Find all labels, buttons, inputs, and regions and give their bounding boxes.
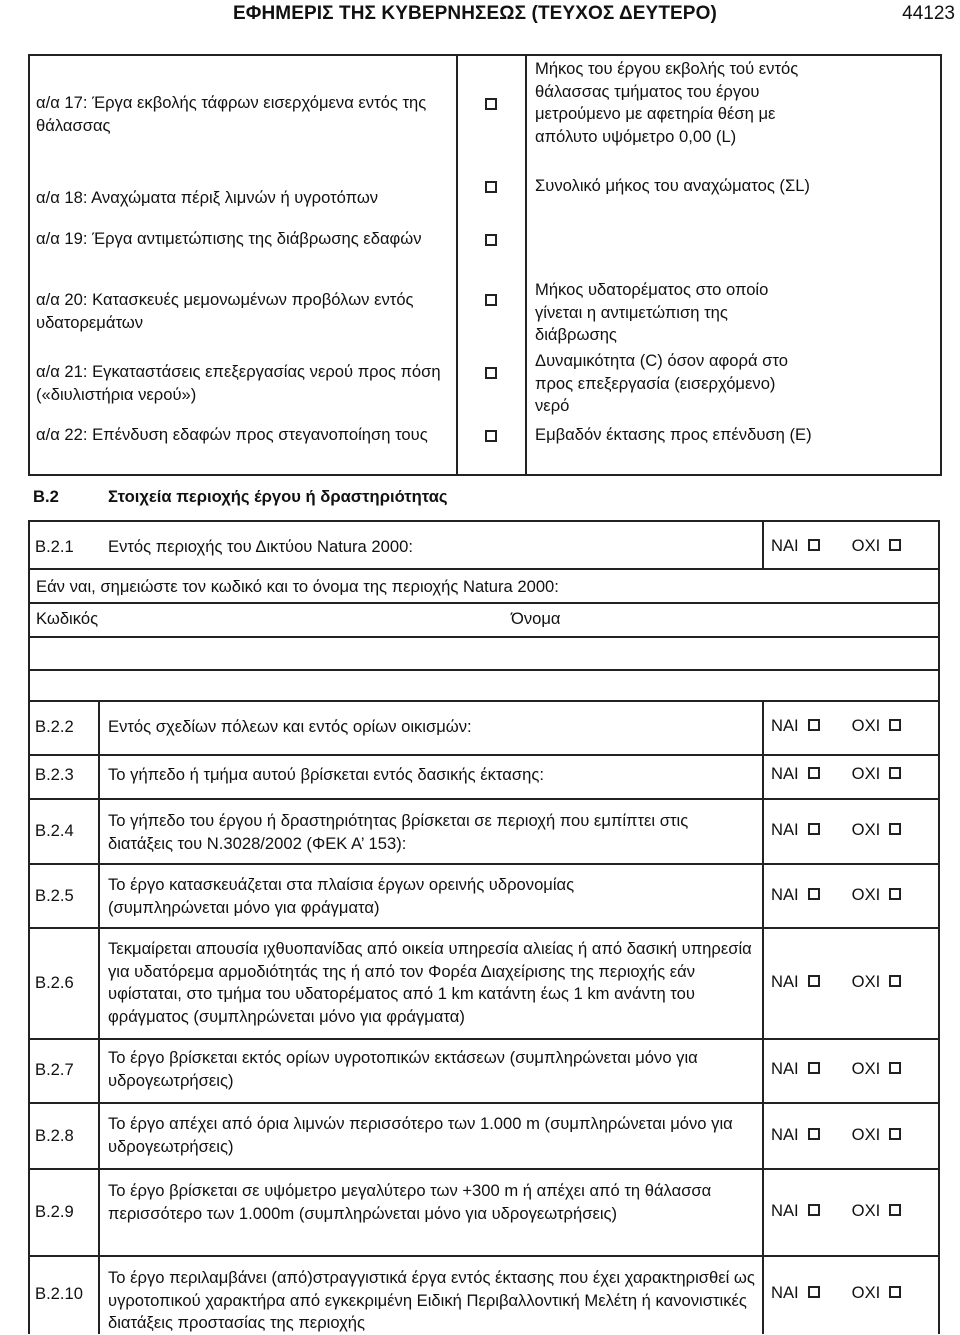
yes-label: ΝΑΙ: [771, 1059, 799, 1078]
no-label: ΟΧΙ: [851, 536, 881, 555]
no-label: ΟΧΙ: [851, 1125, 881, 1144]
page-number: 44123: [902, 3, 955, 24]
b25-yes-checkbox[interactable]: [808, 888, 820, 900]
no-label: ΟΧΙ: [851, 1201, 881, 1220]
no-label: ΟΧΙ: [851, 885, 881, 904]
question-b23-code: Β.2.3: [35, 765, 74, 784]
b26-no-checkbox[interactable]: [889, 975, 901, 987]
activity-18-label: α/α 18: Αναχώματα πέριξ λιμνών ή υγροτόπων: [36, 188, 379, 207]
activity-20-label: α/α 20: Κατασκευές μεμονωμένων προβόλων εντός υδατορεμάτων: [36, 290, 414, 332]
natura-question: Εντός περιοχής του Δικτύου Natura 2000:: [108, 537, 413, 556]
question-b28-yes-no: [771, 1125, 901, 1145]
question-b28-text: Το έργο απέχει από όρια λιμνών περισσότερο των 1.000 m (συμπληρώνεται μόνο για υδρογεωτρήσεις): [108, 1114, 733, 1156]
question-b24-text: Το γήπεδο του έργου ή δραστηριότητας βρίσκεται σε περιοχή που εμπίπτει στις διατάξεις του Ν.3028/2002 (ΦΕΚ Α’ 153):: [108, 811, 689, 853]
question-b28-code: Β.2.8: [35, 1126, 74, 1145]
activity-19-label: α/α 19: Έργα αντιμετώπισης της διάβρωσης εδαφών: [36, 229, 422, 248]
activity-20-criterion: Μήκος υδατορέματος στο οποίο γίνεται η αντιμετώπιση της διάβρωσης: [535, 280, 769, 344]
page-header: [0, 0, 960, 30]
yes-label: ΝΑΙ: [771, 1201, 799, 1220]
activity-17-checkbox[interactable]: [485, 98, 497, 110]
question-b26-text: Τεκμαίρεται απουσία ιχθυοπανίδας από οικεία υπηρεσία αλιείας ή από δασική υπηρεσία για υδατόρεμα αρμοδιότητάς της ή από τον Φορέα Διαχείρισης της περιοχής εάν υφίσταται, στο τμήμα του υδατορέματος από 1 km κατάντη έως 1 km ανάντη του φράγματος (συμπληρώνεται μόνο για φράγματα): [108, 939, 752, 1026]
b28-yes-checkbox[interactable]: [808, 1128, 820, 1140]
no-label: ΟΧΙ: [851, 764, 881, 783]
question-b210-yes-no: [771, 1283, 901, 1303]
no-label: ΟΧΙ: [851, 1283, 881, 1302]
no-label: ΟΧΙ: [851, 716, 881, 735]
question-b27-text: Το έργο βρίσκεται εκτός ορίων υγροτοπικών εκτάσεων (συμπληρώνεται μόνο για υδρογεωτρήσεις): [108, 1048, 698, 1090]
no-label: ΟΧΙ: [851, 972, 881, 991]
b29-no-checkbox[interactable]: [889, 1204, 901, 1216]
b25-no-checkbox[interactable]: [889, 888, 901, 900]
yes-label: ΝΑΙ: [771, 1283, 799, 1302]
question-b25-yes-no: [771, 885, 901, 905]
b27-yes-checkbox[interactable]: [808, 1062, 820, 1074]
question-b22-yes-no: [771, 716, 901, 736]
activity-21-checkbox[interactable]: [485, 367, 497, 379]
question-b23-yes-no: [771, 764, 901, 784]
question-b29-text: Το έργο βρίσκεται σε υψόμετρο μεγαλύτερο των +300 m ή απέχει από τη θάλασσα περισσότερο των 1.000m (συμπληρώνεται μόνο για υδρογεωτρήσεις): [108, 1181, 712, 1223]
activity-18-criterion: Συνολικό μήκος του αναχώματος (ΣL): [535, 176, 810, 195]
natura-code-column: Κωδικός: [36, 609, 99, 628]
activity-21-label: α/α 21: Εγκαταστάσεις επεξεργασίας νερού προς πόση («διυλιστήρια νερού»): [36, 362, 441, 404]
yes-label: ΝΑΙ: [771, 764, 799, 783]
activity-22-label: α/α 22: Επένδυση εδαφών προς στεγανοποίηση τους: [36, 425, 428, 444]
b24-no-checkbox[interactable]: [889, 823, 901, 835]
yes-label: ΝΑΙ: [771, 820, 799, 839]
activity-20-checkbox[interactable]: [485, 294, 497, 306]
no-label: ΟΧΙ: [851, 820, 881, 839]
question-b29-yes-no: [771, 1201, 901, 1221]
b210-no-checkbox[interactable]: [889, 1286, 901, 1298]
activity-22-criterion: Εμβαδόν έκτασης προς επένδυση (Ε): [535, 425, 812, 444]
question-b26-code: Β.2.6: [35, 973, 74, 992]
activity-19-checkbox[interactable]: [485, 234, 497, 246]
natura-name-column: Όνομα: [511, 609, 561, 628]
b28-no-checkbox[interactable]: [889, 1128, 901, 1140]
question-b27-code: Β.2.7: [35, 1060, 74, 1079]
question-b22-code: Β.2.2: [35, 717, 74, 736]
activity-22-checkbox[interactable]: [485, 430, 497, 442]
question-b23-text: Το γήπεδο ή τμήμα αυτού βρίσκεται εντός δασικής έκτασης:: [108, 765, 544, 784]
yes-label: ΝΑΙ: [771, 1125, 799, 1144]
yes-label: ΝΑΙ: [771, 716, 799, 735]
activity-17-label: α/α 17: Έργα εκβολής τάφρων εισερχόμενα εντός της θάλασσας: [36, 93, 427, 135]
question-b22-text: Εντός σχεδίων πόλεων και εντός ορίων οικισμών:: [108, 717, 472, 736]
b26-yes-checkbox[interactable]: [808, 975, 820, 987]
natura-instruction: Εάν ναι, σημειώστε τον κωδικό και το όνομα της περιοχής Natura 2000:: [36, 577, 559, 596]
question-b24-code: Β.2.4: [35, 821, 74, 840]
b29-yes-checkbox[interactable]: [808, 1204, 820, 1216]
no-label: ΟΧΙ: [851, 1059, 881, 1078]
b27-no-checkbox[interactable]: [889, 1062, 901, 1074]
b24-yes-checkbox[interactable]: [808, 823, 820, 835]
question-b210-code: Β.2.10: [35, 1284, 83, 1303]
natura-no-checkbox[interactable]: [889, 539, 901, 551]
natura-yes-checkbox[interactable]: [808, 539, 820, 551]
b23-no-checkbox[interactable]: [889, 767, 901, 779]
question-b27-yes-no: [771, 1059, 901, 1079]
activity-18-checkbox[interactable]: [485, 181, 497, 193]
question-b26-yes-no: [771, 972, 901, 992]
yes-label: ΝΑΙ: [771, 885, 799, 904]
natura-entry-row-1[interactable]: [36, 640, 932, 666]
question-b29-code: Β.2.9: [35, 1202, 74, 1221]
yes-label: ΝΑΙ: [771, 536, 799, 555]
b210-yes-checkbox[interactable]: [808, 1286, 820, 1298]
question-b24-yes-no: [771, 820, 901, 840]
section-title: Στοιχεία περιοχής έργου ή δραστηριότητας: [108, 487, 448, 506]
b22-no-checkbox[interactable]: [889, 719, 901, 731]
gazette-title: ΕΦΗΜΕΡΙΣ ΤΗΣ ΚΥΒΕΡΝΗΣΕΩΣ (ΤΕΥΧΟΣ ΔΕΥΤΕΡΟ): [233, 3, 717, 24]
section-code: Β.2: [33, 487, 59, 506]
b22-yes-checkbox[interactable]: [808, 719, 820, 731]
b23-yes-checkbox[interactable]: [808, 767, 820, 779]
natura-entry-row-2[interactable]: [36, 672, 932, 698]
natura-code: Β.2.1: [35, 537, 74, 556]
question-b210-text: Το έργο περιλαμβάνει (από)στραγγιστικά έργα εντός έκτασης που έχει χαρακτηρισθεί ως υγροτοπικού χαρακτήρα από εγκεκριμένη Ειδική Περιβαλλοντική Μελέτη ή κανονιστικές διατάξεις προστασίας της περιοχής: [108, 1268, 755, 1332]
natura-yes-no: [771, 536, 901, 556]
activity-21-criterion: Δυναμικότητα (C) όσον αφορά στο προς επεξεργασία (εισερχόμενο) νερό: [535, 351, 788, 415]
yes-label: ΝΑΙ: [771, 972, 799, 991]
activity-17-criterion: Μήκος του έργου εκβολής τού εντός θάλασσας τμήματος του έργου μετρούμενο με αφετηρία θέση με απόλυτο υψόμετρο 0,00 (L): [535, 59, 799, 146]
question-b25-text: Το έργο κατασκευάζεται στα πλαίσια έργων ορεινής υδρονομίας (συμπληρώνεται μόνο για φράγματα): [108, 875, 575, 917]
question-b25-code: Β.2.5: [35, 886, 74, 905]
